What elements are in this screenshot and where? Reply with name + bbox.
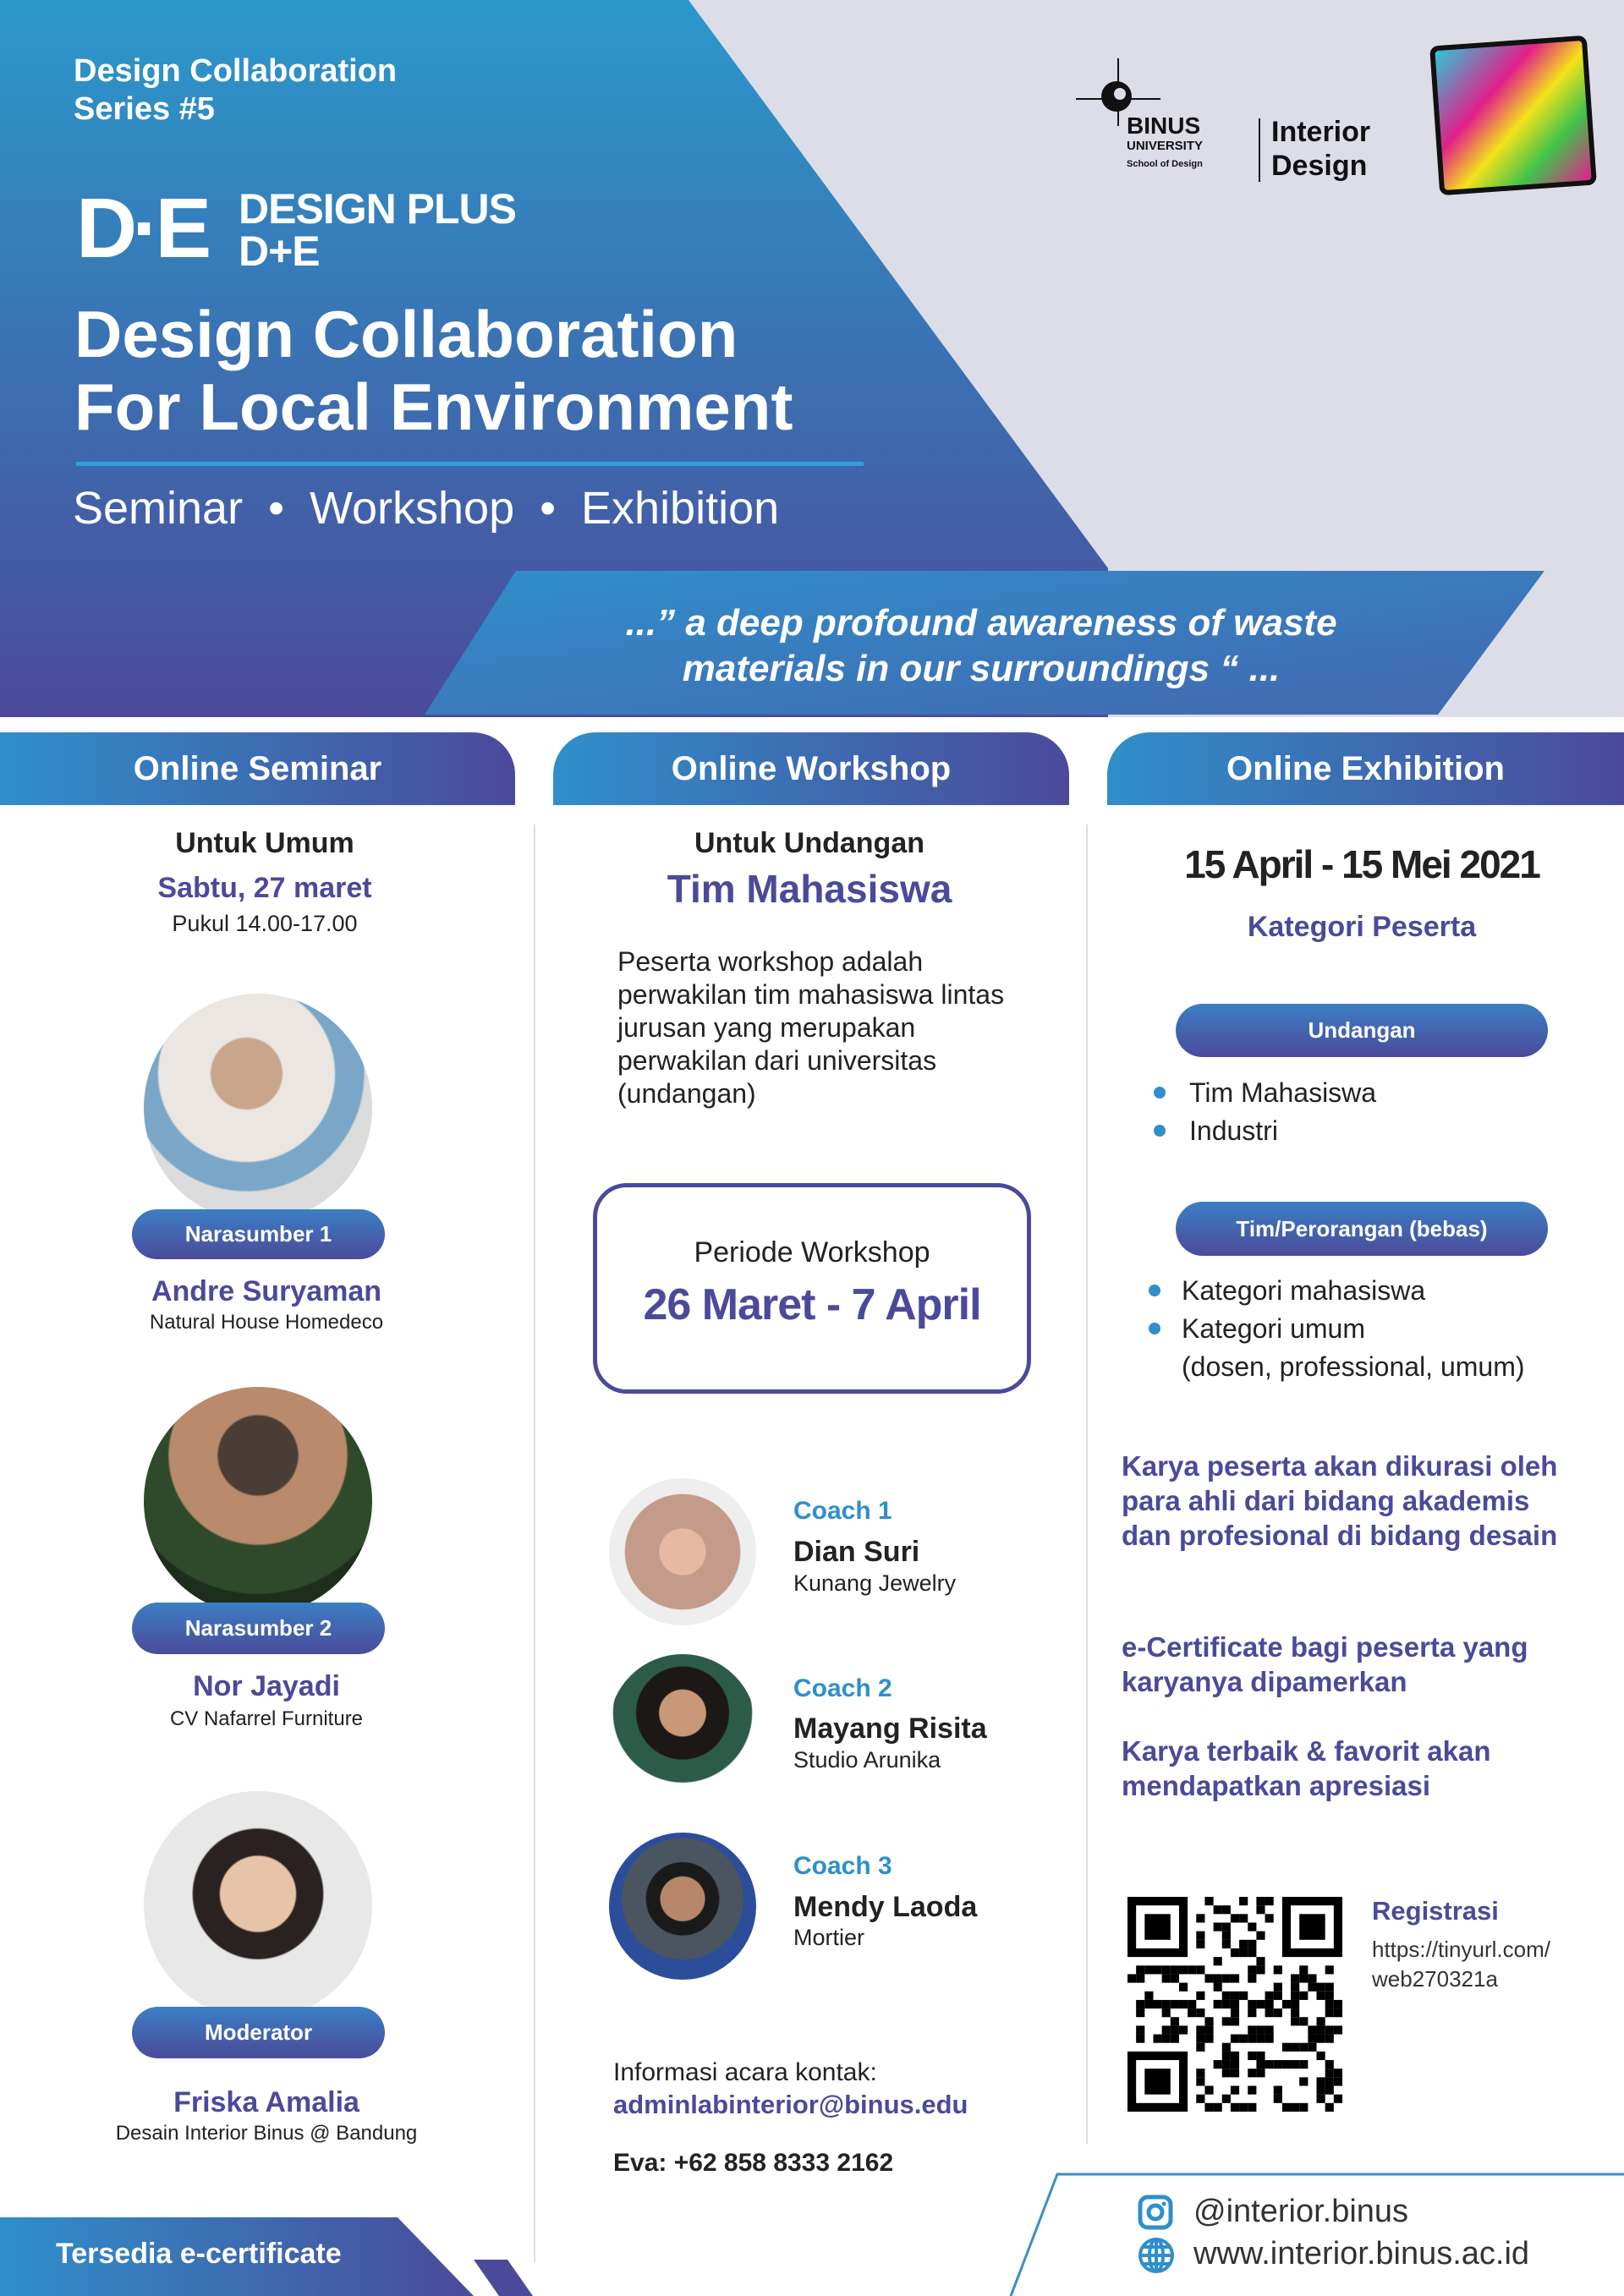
column-divider bbox=[1086, 825, 1088, 2144]
quote-line-2: materials in our surroundings “ ... bbox=[682, 648, 1281, 689]
speaker-org: CV Nafarrel Furniture bbox=[169, 1707, 364, 1730]
registration-url[interactable] bbox=[1372, 1935, 1550, 1994]
role-badge: Moderator bbox=[132, 2007, 385, 2058]
category-title: Kategori Peserta bbox=[1247, 911, 1477, 943]
bullet-icon bbox=[1154, 1087, 1166, 1099]
certificate-banner-text: Tersedia e-certificate bbox=[56, 2238, 342, 2270]
period-label: Periode Workshop bbox=[694, 1236, 930, 1269]
series-line-1: Design Collaboration bbox=[74, 53, 398, 89]
speaker-org: Desain Interior Binus @ Bandung bbox=[115, 2122, 418, 2145]
event-subtitle: Seminar • Workshop • Exhibition bbox=[73, 483, 780, 534]
tab-online-exhibition: Online Exhibition bbox=[1107, 732, 1624, 805]
period-dates: 26 Maret - 7 April bbox=[643, 1280, 981, 1329]
registration-url-line-2[interactable]: web270321a bbox=[1372, 1966, 1498, 1992]
moderator-photo bbox=[144, 1791, 372, 2019]
title-line-1: Design Collaboration bbox=[74, 297, 738, 371]
coach-name: Mayang Risita bbox=[793, 1712, 987, 1745]
binus-logo: BINUS UNIVERSITY School of Design bbox=[1076, 58, 1258, 185]
event-title bbox=[74, 298, 793, 443]
bullet-icon bbox=[1149, 1323, 1160, 1334]
dept-line-1: Interior bbox=[1271, 116, 1371, 148]
certificate-note: e-Certificate bagi peserta yang karyanya dipamerkan bbox=[1122, 1631, 1528, 1697]
speaker-org: Natural House Homedeco bbox=[149, 1311, 384, 1334]
speaker-name: Friska Amalia bbox=[173, 2086, 359, 2118]
category-item: Tim Mahasiswa bbox=[1189, 1077, 1377, 1108]
globe-icon bbox=[1138, 2237, 1175, 2274]
coach-photo bbox=[609, 1654, 756, 1801]
registration-label: Registrasi bbox=[1372, 1896, 1499, 1926]
seminar-audience: Untuk Umum bbox=[175, 827, 354, 859]
bullet-icon bbox=[1154, 1125, 1166, 1137]
series-line-2: Series #5 bbox=[74, 91, 215, 127]
love-design-logo bbox=[1429, 36, 1597, 196]
instagram-handle[interactable]: @interior.binus bbox=[1193, 2194, 1409, 2229]
category-item: Kategori mahasiswa bbox=[1182, 1275, 1426, 1306]
role-badge: Narasumber 1 bbox=[132, 1209, 385, 1259]
registration-url-line-1[interactable]: https://tinyurl.com/ bbox=[1372, 1937, 1550, 1962]
coach-name: Dian Suri bbox=[793, 1536, 920, 1568]
speaker-name: Andre Suryaman bbox=[151, 1275, 382, 1307]
bullet-icon bbox=[1149, 1285, 1160, 1296]
coach-label: Coach 3 bbox=[793, 1852, 892, 1880]
contact-phone: Eva: +62 858 8333 2162 bbox=[613, 2149, 894, 2177]
curation-note: Karya peserta akan dikurasi oleh para ahli dari bidang akademis dan profesional di bidang desain bbox=[1122, 1450, 1558, 1551]
workshop-audience: Untuk Undangan bbox=[694, 827, 924, 859]
exhibition-dates: 15 April - 15 Mei 2021 bbox=[1184, 842, 1539, 886]
coach-label: Coach 1 bbox=[793, 1497, 892, 1525]
column-divider bbox=[534, 825, 535, 2262]
series-label bbox=[74, 52, 397, 129]
logo-divider bbox=[1259, 118, 1260, 182]
dept-line-2: Design bbox=[1271, 150, 1368, 182]
contact-email[interactable]: adminlabinterior@binus.edu bbox=[613, 2090, 968, 2119]
quote-line-1: ...” a deep profound awareness of waste bbox=[625, 602, 1337, 644]
registration-qr-code[interactable] bbox=[1127, 1896, 1342, 2112]
instagram-icon bbox=[1138, 2195, 1173, 2230]
category-item: Kategori umum bbox=[1182, 1313, 1365, 1344]
footer-divider bbox=[998, 2169, 1624, 2296]
design-plus-logo-mark: D·E bbox=[76, 181, 207, 276]
tab-online-workshop: Online Workshop bbox=[553, 732, 1069, 805]
contact-label: Informasi acara kontak: bbox=[613, 2058, 877, 2086]
role-badge: Narasumber 2 bbox=[132, 1603, 385, 1654]
speaker-photo bbox=[144, 994, 372, 1222]
coach-org: Studio Arunika bbox=[793, 1747, 941, 1773]
workshop-team: Tim Mahasiswa bbox=[667, 867, 952, 911]
title-line-2: For Local Environment bbox=[74, 370, 793, 444]
website-link[interactable]: www.interior.binus.ac.id bbox=[1193, 2236, 1530, 2271]
award-note: Karya terbaik & favorit akan mendapatkan apresiasi bbox=[1122, 1735, 1491, 1801]
coach-label: Coach 2 bbox=[793, 1674, 892, 1702]
coach-org: Kunang Jewelry bbox=[793, 1570, 957, 1596]
coach-photo bbox=[609, 1478, 756, 1625]
coach-org: Mortier bbox=[793, 1925, 865, 1950]
speaker-name: Nor Jayadi bbox=[193, 1670, 340, 1702]
design-plus-wordmark bbox=[239, 185, 516, 275]
coach-name: Mendy Laoda bbox=[793, 1891, 978, 1923]
quote-text bbox=[625, 600, 1336, 692]
category-item: Industri bbox=[1189, 1115, 1278, 1146]
title-divider bbox=[76, 462, 864, 466]
seminar-date: Sabtu, 27 maret bbox=[157, 872, 372, 904]
tab-online-seminar: Online Seminar bbox=[0, 732, 515, 805]
seminar-time: Pukul 14.00-17.00 bbox=[172, 911, 358, 936]
logo-line-1: DESIGN PLUS bbox=[239, 185, 516, 233]
speaker-photo bbox=[144, 1387, 372, 1615]
category-item-detail: (dosen, professional, umum) bbox=[1182, 1351, 1525, 1382]
category-badge-undangan: Undangan bbox=[1176, 1004, 1548, 1057]
workshop-description: Peserta workshop adalah perwakilan tim mahasiswa lintas jurusan yang merupakan perwakilan dari universitas (undangan) bbox=[617, 946, 1005, 1109]
logo-line-2: D+E bbox=[239, 227, 320, 275]
coach-photo bbox=[609, 1833, 756, 1980]
department-name bbox=[1271, 115, 1370, 183]
category-badge-bebas: Tim/Perorangan (bebas) bbox=[1176, 1202, 1548, 1256]
